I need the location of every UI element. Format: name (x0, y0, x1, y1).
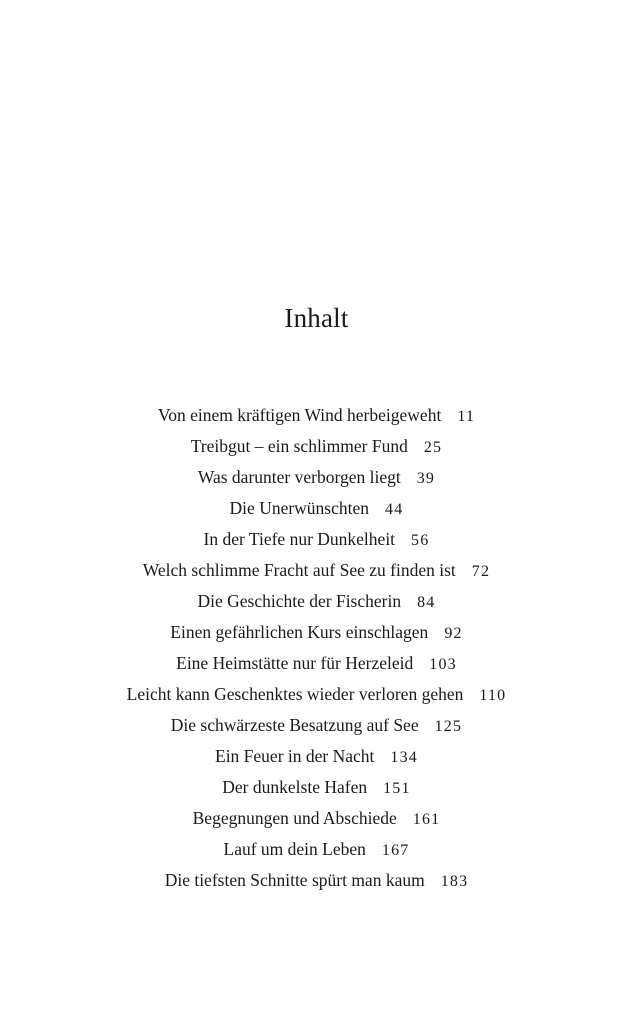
toc-list (0, 400, 633, 896)
toc-entry (0, 648, 633, 679)
toc-page-number: 44 (385, 501, 404, 518)
toc-page-number: 84 (417, 594, 436, 611)
toc-chapter-title: Was darunter verborgen liegt (197, 467, 401, 487)
toc-entry (0, 772, 633, 803)
toc-chapter-title: Treibgut – ein schlimmer Fund (190, 436, 408, 456)
toc-chapter-title: Die Unerwünschten (229, 498, 370, 518)
toc-page-number: 183 (440, 873, 469, 890)
toc-chapter-title: Eine Heimstätte nur für Herzeleid (176, 653, 414, 673)
toc-page-number: 125 (434, 718, 463, 735)
toc-page-number: 25 (423, 439, 443, 456)
toc-chapter-title: Welch schlimme Fracht auf See zu finden ist (142, 560, 456, 580)
toc-chapter-title: Ein Feuer in der Nacht (215, 746, 375, 766)
toc-chapter-title: Die tiefsten Schnitte spürt man kaum (164, 870, 425, 890)
toc-entry (0, 617, 633, 648)
toc-entry (0, 431, 633, 462)
toc-entry (0, 555, 633, 586)
toc-entry (0, 586, 633, 617)
toc-chapter-title: Von einem kräftigen Wind herbeigeweht (157, 405, 442, 425)
toc-page-number: 167 (381, 842, 410, 859)
toc-page-number: 11 (457, 408, 476, 425)
toc-entry (0, 400, 633, 431)
toc-chapter-title: Begegnungen und Abschiede (192, 808, 397, 828)
toc-entry (0, 834, 633, 865)
toc-chapter-title: Leicht kann Geschenktes wieder verloren gehen (126, 684, 464, 704)
toc-page-number: 92 (444, 625, 463, 642)
toc-page-number: 151 (383, 780, 411, 797)
toc-entry (0, 803, 633, 834)
toc-chapter-title: Einen gefährlichen Kurs einschlagen (170, 622, 429, 642)
toc-title: Inhalt (284, 303, 349, 333)
toc-entry (0, 741, 633, 772)
toc-entry (0, 462, 633, 493)
toc-page-number: 110 (479, 687, 507, 704)
toc-page-number: 134 (390, 749, 418, 766)
toc-chapter-title: Die schwärzeste Besatzung auf See (170, 715, 419, 735)
toc-page-number: 72 (471, 563, 491, 580)
toc-page-number: 39 (416, 470, 436, 487)
toc-entry (0, 679, 633, 710)
toc-entry (0, 493, 633, 524)
toc-entry (0, 865, 633, 896)
toc-chapter-title: Lauf um dein Leben (223, 839, 366, 859)
toc-page-number: 103 (429, 656, 457, 673)
toc-page-number: 56 (411, 532, 430, 549)
toc-chapter-title: Die Geschichte der Fischerin (197, 591, 402, 611)
toc-entry (0, 710, 633, 741)
toc-chapter-title: In der Tiefe nur Dunkelheit (203, 529, 396, 549)
toc-entry (0, 524, 633, 555)
toc-page-number: 161 (412, 811, 441, 828)
toc-chapter-title: Der dunkelste Hafen (222, 777, 368, 797)
